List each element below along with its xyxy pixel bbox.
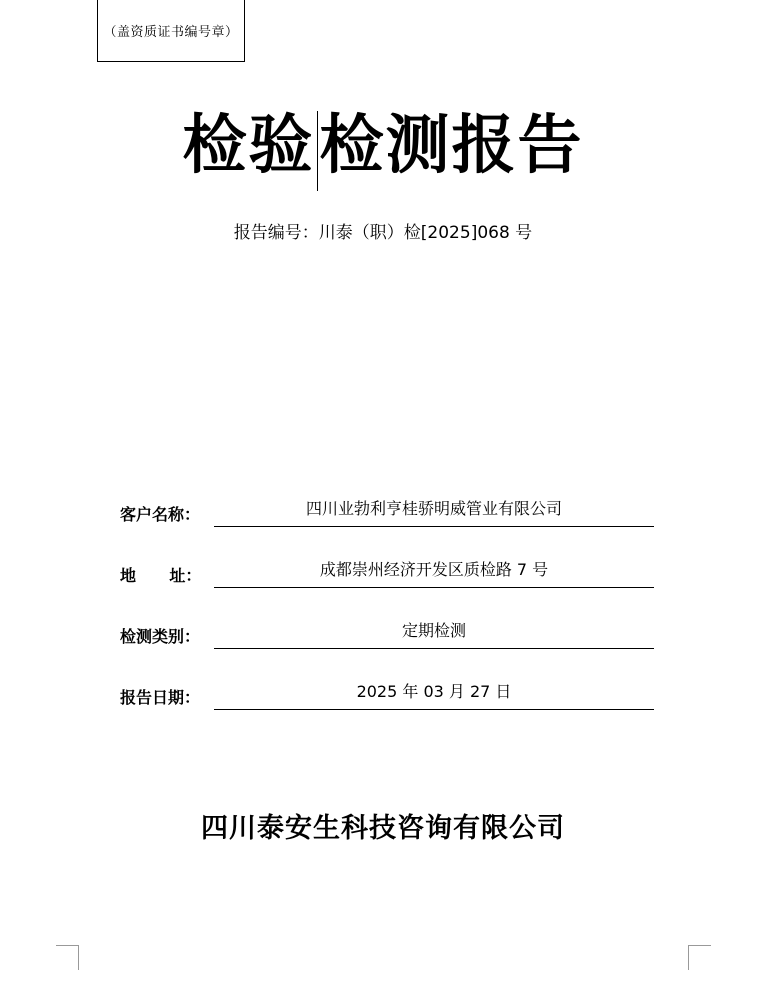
field-category	[120, 619, 654, 649]
field-client	[120, 497, 654, 527]
field-address	[120, 558, 654, 588]
field-category-value[interactable]: 定期检测	[214, 620, 654, 649]
field-address-value[interactable]: 成都崇州经济开发区质检路 7 号	[214, 559, 654, 588]
document-title	[0, 108, 766, 191]
seal-placeholder-text: （盖资质证书编号章）	[103, 25, 239, 40]
report-number: 报告编号：川泰（职）检[2025]068 号	[233, 223, 533, 243]
field-address-label: 地 址：	[120, 566, 202, 585]
seal-placeholder-box	[97, 0, 245, 62]
field-date-label: 报告日期：	[120, 688, 201, 707]
field-client-label: 客户名称：	[120, 505, 201, 524]
page-corner-mark-right	[688, 945, 711, 970]
field-client-value[interactable]: 四川业勃利亨桂骄明威管业有限公司	[214, 498, 654, 527]
issuing-company: 四川泰安生科技咨询有限公司	[201, 813, 565, 844]
field-date-value[interactable]: 2025 年 03 月 27 日	[214, 681, 654, 710]
title-part-1: 检验	[182, 108, 315, 183]
page-corner-mark-left	[56, 945, 79, 970]
text-cursor	[317, 111, 318, 191]
field-date	[120, 680, 654, 710]
title-part-2: 检测报告	[319, 108, 584, 183]
field-category-label: 检测类别：	[120, 627, 201, 646]
